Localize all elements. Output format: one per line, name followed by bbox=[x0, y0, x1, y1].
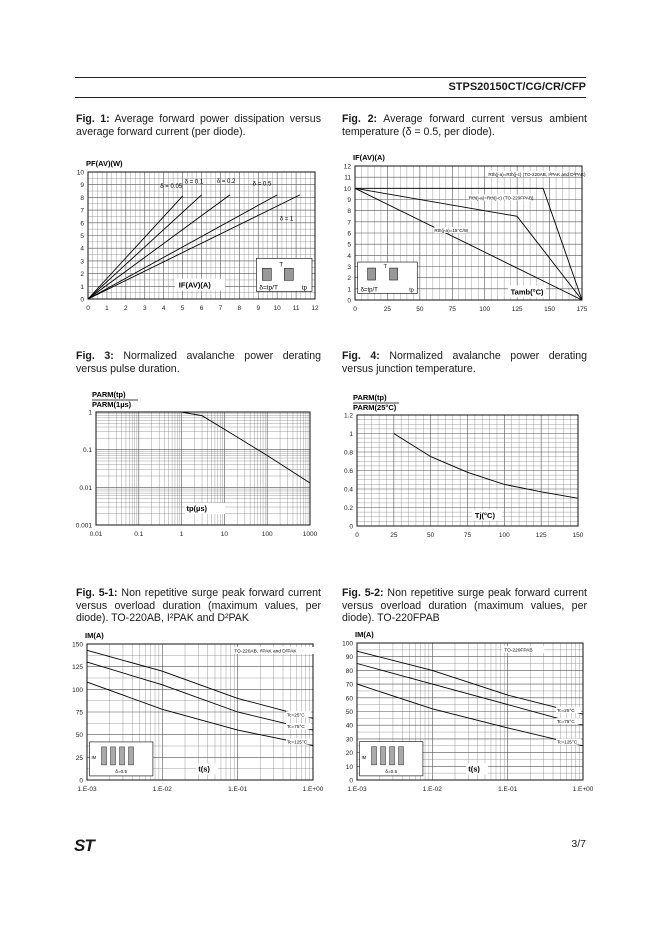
y-tick-label: 0 bbox=[80, 296, 84, 304]
y-tick-label: 30 bbox=[345, 736, 353, 744]
inset-pulse bbox=[129, 747, 134, 765]
y-tick-label: 0 bbox=[79, 777, 83, 785]
inset-pulse bbox=[120, 747, 125, 765]
fig5-1-chart bbox=[60, 624, 330, 799]
y-tick-label: 9 bbox=[347, 197, 351, 204]
x-axis-label: Tj(°C) bbox=[474, 510, 495, 520]
x-tick-label: 75 bbox=[448, 306, 456, 313]
y-tick-label: 80 bbox=[345, 667, 353, 675]
y-axis-label-bottom: PARM(1µs) bbox=[92, 400, 132, 409]
series-line bbox=[96, 412, 310, 483]
y-tick-label: 50 bbox=[75, 732, 83, 740]
fig1-chart bbox=[60, 150, 330, 315]
inset-pulse bbox=[381, 747, 386, 765]
series-label: Tc=25°C bbox=[557, 708, 575, 714]
x-tick-label: 50 bbox=[427, 532, 435, 539]
page-number: 3/7 bbox=[571, 838, 586, 850]
y-tick-label: 4 bbox=[80, 245, 84, 253]
y-tick-label: 10 bbox=[76, 169, 84, 177]
x-tick-label: 0.1 bbox=[134, 531, 144, 538]
inset-pulse bbox=[390, 268, 398, 280]
y-tick-label: 150 bbox=[72, 641, 83, 649]
fig2-chart bbox=[330, 146, 600, 316]
inset-pulse bbox=[399, 747, 404, 765]
y-tick-label: 50 bbox=[345, 709, 353, 716]
inset-T-label: T bbox=[383, 264, 387, 271]
x-tick-label: 1 bbox=[179, 531, 184, 538]
series-label: Tc=125°C bbox=[287, 739, 308, 745]
fig5-1-caption: Fig. 5-1: Non repetitive surge peak forward current versus overload duration (maximum values, per diode). TO-220AB, I²PAK and D²PAK bbox=[76, 587, 321, 625]
y-tick-label: 0 bbox=[349, 777, 353, 785]
legend-note: TO-220FPAB bbox=[504, 648, 533, 654]
y-tick-label: 0 bbox=[349, 523, 353, 531]
y-axis-label: IF(AV)(A) bbox=[353, 153, 385, 162]
fig5-2-caption: Fig. 5-2: Non repetitive surge peak forward current versus overload duration (maximum values, per diode). TO-220FPAB bbox=[342, 587, 587, 625]
x-tick-label: 1.E-01 bbox=[228, 786, 248, 793]
x-tick-label: 0 bbox=[353, 306, 357, 313]
x-tick-label: 6 bbox=[199, 305, 204, 312]
x-tick-label: 125 bbox=[535, 532, 547, 539]
x-tick-label: 9 bbox=[256, 305, 261, 312]
series-label: δ = 0.2 bbox=[216, 178, 236, 185]
series-label: Tc=25°C bbox=[287, 712, 305, 718]
y-axis-label: PF(AV)(W) bbox=[86, 159, 123, 168]
y-tick-label: 60 bbox=[345, 695, 353, 703]
x-tick-label: 1.E-02 bbox=[422, 786, 442, 793]
y-tick-label: 125 bbox=[72, 664, 83, 672]
x-tick-label: 75 bbox=[463, 532, 472, 539]
x-tick-label: 0.01 bbox=[89, 531, 103, 538]
y-axis-label: IM(A) bbox=[355, 630, 374, 639]
series-annotation: Rth(j-a)=15°C/W bbox=[434, 227, 469, 233]
y-tick-label: 4 bbox=[347, 252, 351, 260]
series-line bbox=[87, 682, 313, 745]
y-tick-label: 11 bbox=[344, 174, 351, 182]
header-rule-top bbox=[75, 77, 586, 78]
series-annotation: Rth(j-a)=Rth(j-c) (TO-220FPAB) bbox=[468, 195, 534, 201]
inset-delta-label: δ=0.5 bbox=[115, 768, 128, 774]
x-tick-label: 150 bbox=[572, 532, 584, 539]
fig3-chart bbox=[60, 388, 330, 548]
y-tick-label: 100 bbox=[72, 686, 83, 694]
fig2-caption: Fig. 2: Average forward current versus ambient temperature (δ = 0.5, per diode). bbox=[342, 113, 587, 138]
y-tick-label: 3 bbox=[347, 264, 351, 271]
x-tick-label: 7 bbox=[218, 305, 223, 312]
y-tick-label: 10 bbox=[345, 763, 353, 771]
inset-IM-label: IM bbox=[361, 754, 367, 760]
x-tick-label: 25 bbox=[383, 306, 392, 313]
x-tick-label: 10 bbox=[273, 305, 281, 312]
y-tick-label: 1 bbox=[349, 431, 353, 438]
series-label: Tc=125°C bbox=[557, 739, 578, 745]
legend-note: TO-220AB, I²PAK and D²PAK bbox=[234, 649, 297, 655]
x-tick-label: 1.E-02 bbox=[152, 786, 172, 793]
fig4-chart bbox=[330, 388, 600, 548]
fig1-caption: Fig. 1: Average forward power dissipation versus average forward current (per diode). bbox=[76, 113, 321, 138]
x-axis-label: Tamb(°C) bbox=[510, 287, 544, 297]
x-tick-label: 150 bbox=[544, 306, 556, 313]
x-tick-label: 100 bbox=[261, 531, 273, 538]
y-tick-label: 0.4 bbox=[343, 486, 353, 494]
series-label: δ = 0.5 bbox=[252, 181, 272, 188]
inset-delta-label: δ=tp/T bbox=[360, 287, 378, 294]
inset-delta-label: δ=tp/T bbox=[259, 284, 278, 292]
x-axis-label: t(s) bbox=[198, 764, 210, 774]
x-tick-label: 1.E+00 bbox=[302, 786, 324, 793]
y-tick-label: 7 bbox=[80, 207, 84, 215]
series-label: Tc=75°C bbox=[557, 719, 575, 725]
x-tick-label: 1.E-03 bbox=[77, 786, 97, 793]
fig3-caption: Fig. 3: Normalized avalanche power derating versus pulse duration. bbox=[76, 350, 321, 375]
fig5-2-chart bbox=[330, 624, 600, 799]
x-tick-label: 8 bbox=[237, 305, 242, 312]
x-tick-label: 1.E-01 bbox=[498, 786, 518, 793]
inset-delta-label: δ=0.5 bbox=[385, 768, 398, 774]
y-tick-label: 75 bbox=[75, 709, 83, 717]
x-tick-label: 10 bbox=[220, 531, 229, 538]
y-tick-label: 7 bbox=[347, 219, 351, 227]
x-tick-label: 175 bbox=[576, 306, 588, 313]
st-logo: ST bbox=[74, 836, 94, 855]
x-tick-label: 2 bbox=[124, 305, 128, 312]
y-tick-label: 0.8 bbox=[343, 449, 353, 457]
x-axis-label: t(s) bbox=[468, 764, 480, 774]
x-tick-label: 4 bbox=[161, 305, 166, 312]
header-rule-bottom bbox=[75, 97, 586, 98]
y-tick-label: 20 bbox=[345, 750, 353, 758]
inset-pulse bbox=[284, 268, 293, 280]
y-axis-label-top: PARM(tp) bbox=[92, 390, 126, 399]
x-tick-label: 3 bbox=[142, 305, 147, 312]
y-tick-label: 0.1 bbox=[82, 447, 92, 455]
series-label: Tc=75°C bbox=[287, 724, 305, 730]
inset-IM-label: IM bbox=[91, 754, 97, 760]
y-axis-label-bottom: PARM(25°C) bbox=[353, 403, 397, 412]
y-tick-label: 100 bbox=[342, 640, 353, 648]
y-tick-label: 70 bbox=[345, 681, 353, 689]
inset-T-label: T bbox=[279, 262, 284, 269]
series-line bbox=[357, 664, 583, 726]
y-tick-label: 12 bbox=[343, 163, 351, 171]
x-tick-label: 0 bbox=[355, 532, 359, 539]
y-tick-label: 6 bbox=[80, 220, 84, 228]
inset-tp-label: tp bbox=[409, 287, 414, 294]
y-tick-label: 0.01 bbox=[79, 484, 92, 492]
inset-pulse bbox=[102, 747, 107, 765]
y-tick-label: 9 bbox=[80, 182, 84, 190]
x-tick-label: 125 bbox=[511, 306, 523, 313]
y-tick-label: 1 bbox=[80, 283, 84, 291]
inset-pulse bbox=[262, 268, 271, 280]
y-tick-label: 5 bbox=[347, 241, 351, 249]
series-annotation: Rth(j-a)=Rth(j-c) (TO-220AB, I²PAK and D²PAK) bbox=[488, 172, 586, 178]
inset-pulse bbox=[372, 747, 377, 765]
x-tick-label: 5 bbox=[180, 305, 185, 312]
y-tick-label: 2 bbox=[80, 271, 84, 279]
y-tick-label: 25 bbox=[75, 754, 83, 762]
x-axis-label: tp(µs) bbox=[186, 504, 208, 514]
series-line bbox=[87, 650, 313, 718]
y-axis-label: IM(A) bbox=[85, 631, 104, 640]
x-tick-label: 12 bbox=[311, 305, 319, 312]
x-tick-label: 100 bbox=[479, 306, 491, 313]
y-tick-label: 1.2 bbox=[343, 412, 353, 420]
y-tick-label: 0.001 bbox=[75, 522, 92, 530]
x-tick-label: 11 bbox=[292, 305, 300, 312]
document-title: STPS20150CT/CG/CR/CFP bbox=[448, 81, 586, 93]
y-tick-label: 8 bbox=[347, 208, 351, 216]
y-tick-label: 5 bbox=[80, 233, 84, 240]
series-label: δ = 0.05 bbox=[160, 183, 183, 190]
fig4-caption: Fig. 4: Normalized avalanche power derating versus junction temperature. bbox=[342, 350, 587, 375]
inset-tp-label: tp bbox=[302, 285, 308, 292]
inset-pulse bbox=[390, 747, 395, 765]
x-tick-label: 1 bbox=[105, 305, 109, 312]
inset-pulse bbox=[111, 747, 116, 765]
x-tick-label: 1000 bbox=[302, 531, 318, 538]
x-tick-label: 100 bbox=[498, 532, 510, 539]
x-tick-label: 1.E-03 bbox=[347, 786, 367, 793]
y-tick-label: 8 bbox=[80, 194, 84, 202]
y-tick-label: 1 bbox=[347, 286, 351, 294]
y-tick-label: 10 bbox=[343, 185, 351, 193]
y-tick-label: 40 bbox=[345, 722, 353, 730]
series-label: δ = 0.1 bbox=[184, 179, 204, 186]
y-tick-label: 0 bbox=[347, 297, 351, 305]
y-tick-label: 0.2 bbox=[343, 505, 353, 512]
series-label: δ = 1 bbox=[279, 216, 294, 223]
y-tick-label: 90 bbox=[345, 654, 353, 662]
x-tick-label: 1.E+00 bbox=[572, 786, 594, 793]
x-axis-label: IF(AV)(A) bbox=[178, 280, 211, 290]
x-tick-label: 50 bbox=[416, 306, 424, 313]
y-tick-label: 2 bbox=[347, 275, 351, 283]
x-tick-label: 0 bbox=[86, 305, 90, 312]
y-tick-label: 3 bbox=[80, 258, 84, 266]
y-axis-label-top: PARM(tp) bbox=[353, 393, 387, 402]
y-tick-label: 0.6 bbox=[343, 468, 353, 475]
x-tick-label: 25 bbox=[390, 532, 398, 539]
inset-pulse bbox=[368, 268, 376, 280]
y-tick-label: 6 bbox=[347, 230, 351, 238]
series-line bbox=[357, 684, 583, 746]
y-tick-label: 1 bbox=[88, 409, 92, 417]
